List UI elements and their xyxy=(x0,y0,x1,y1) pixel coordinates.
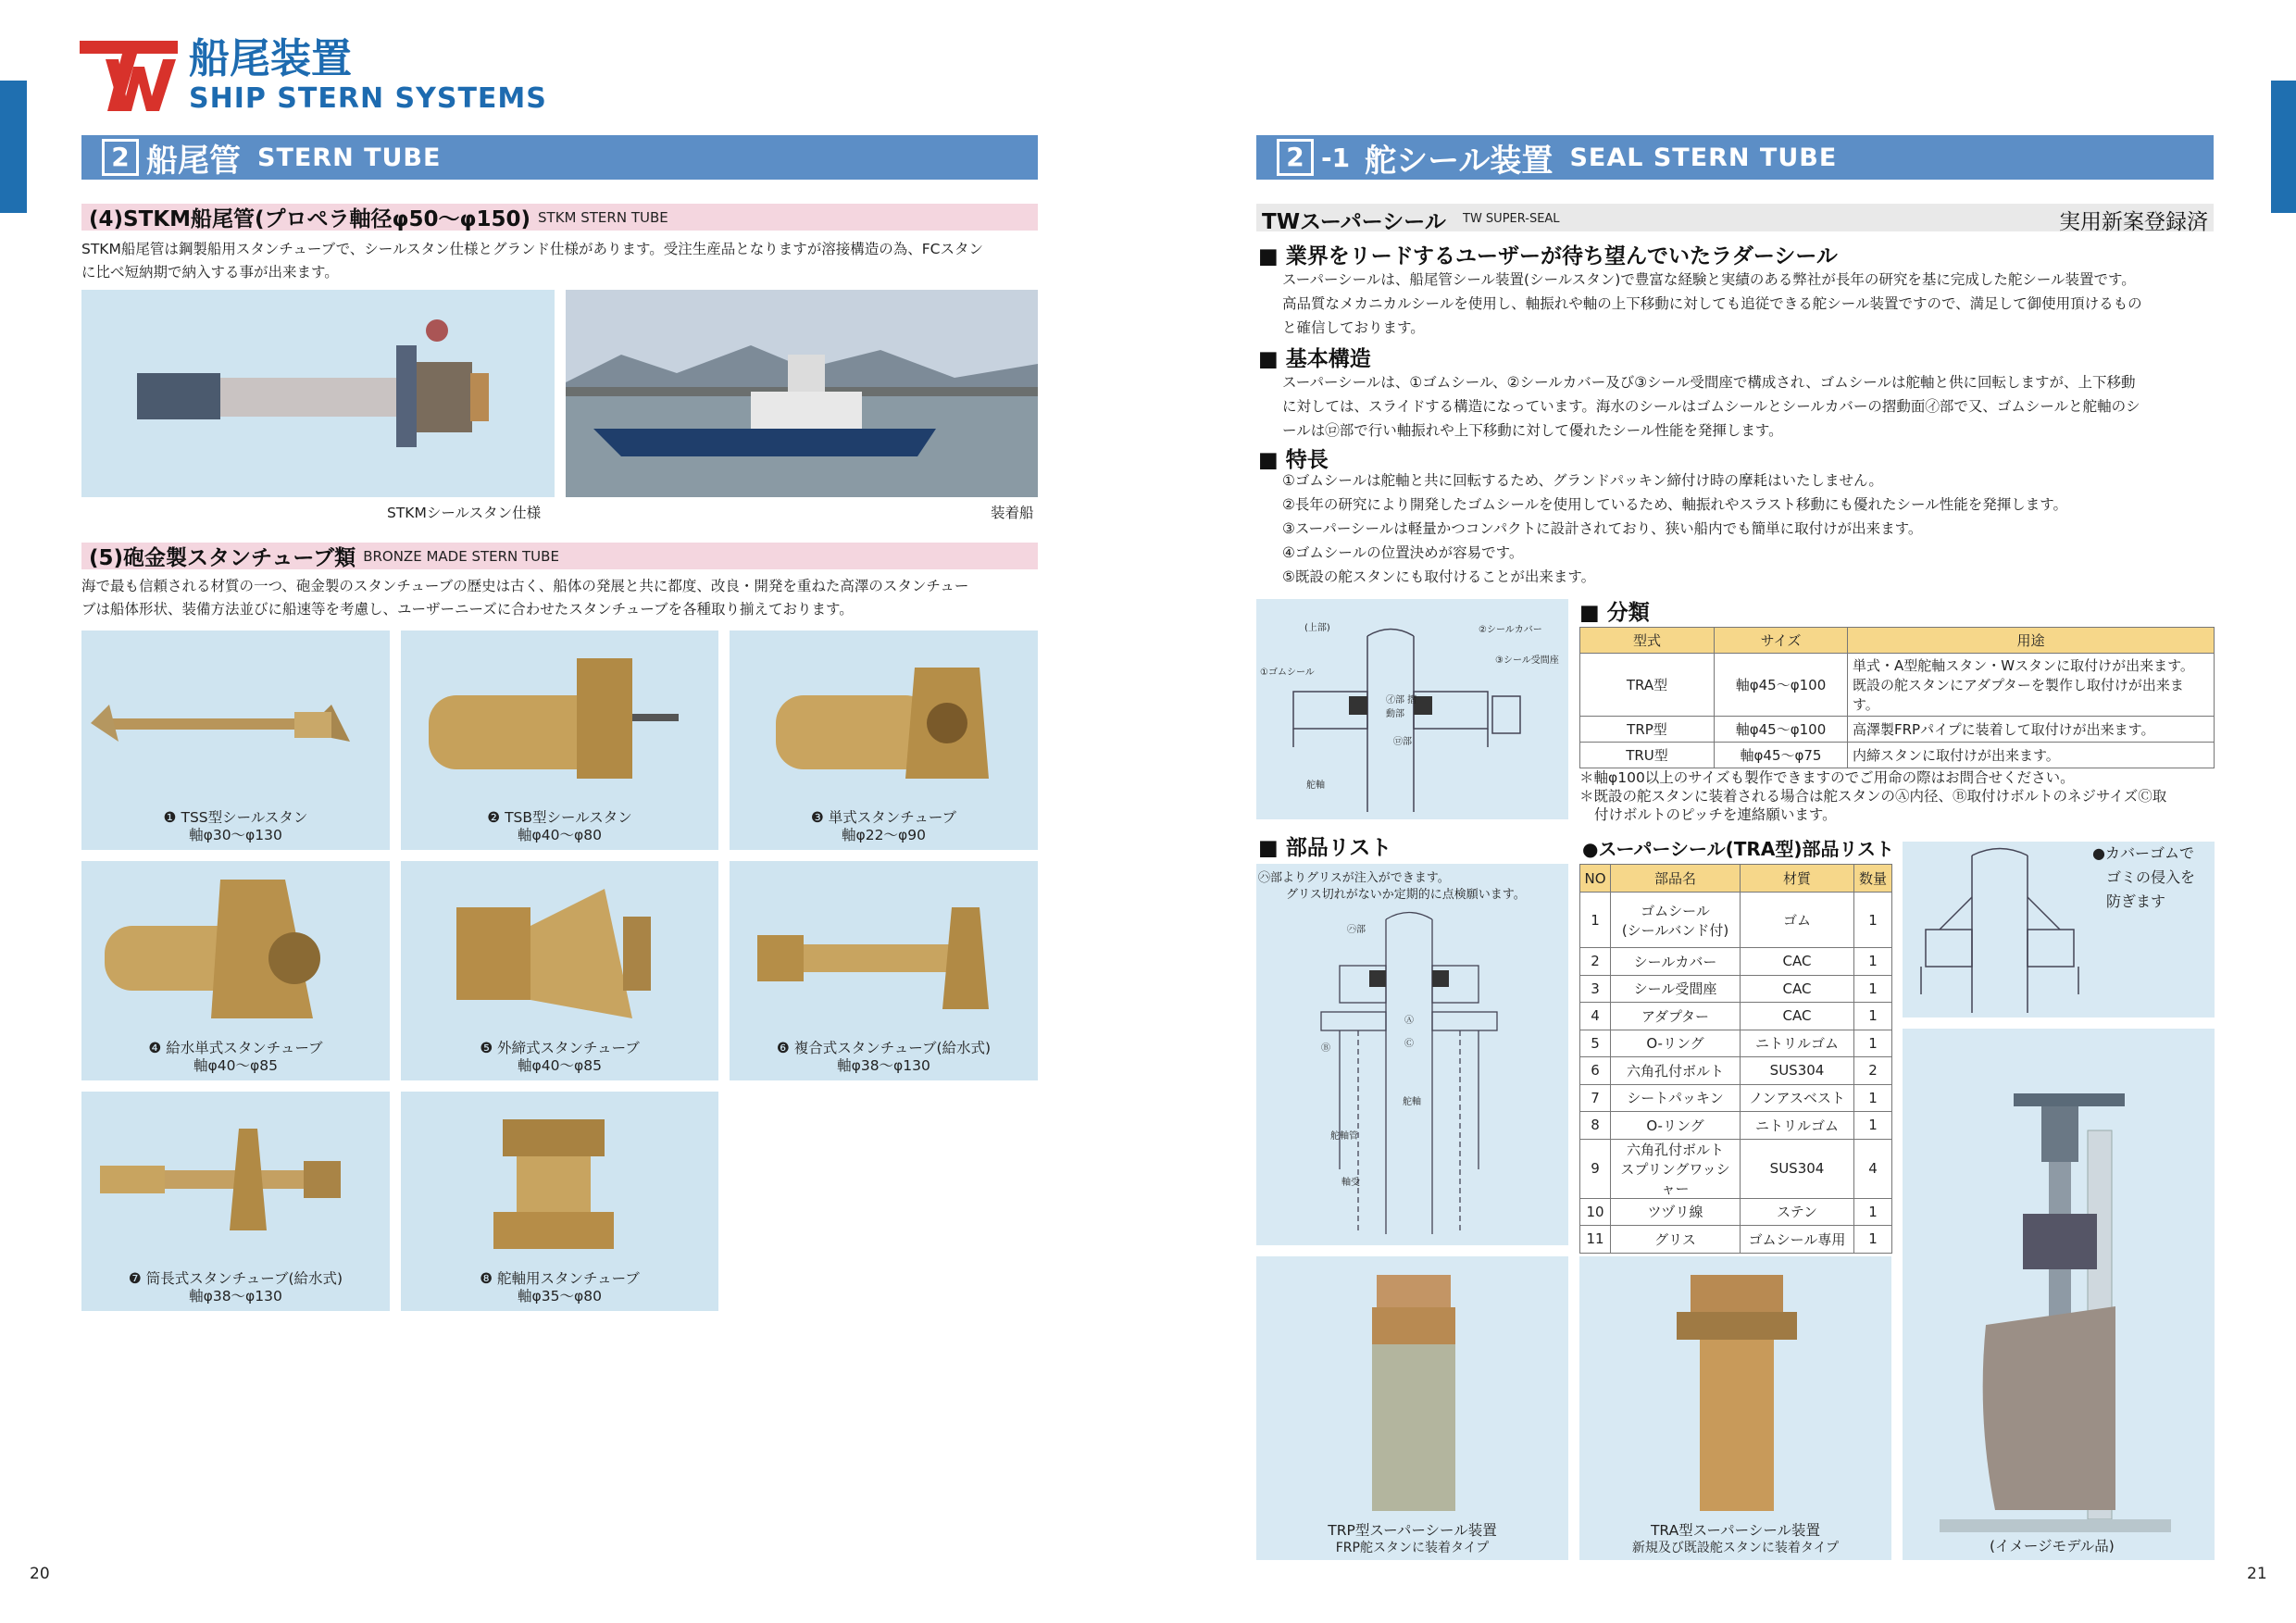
trp-caption-2: FRP舵スタンに装着タイプ xyxy=(1335,1541,1490,1555)
part-qty: 1 xyxy=(1854,893,1892,948)
product-6-size: 軸φ38〜φ130 xyxy=(837,1057,930,1074)
section-title-en: STERN TUBE xyxy=(257,143,442,172)
parts-diagram-label-sleeve: 軸受 xyxy=(1341,1178,1360,1188)
product-1-num: ❶ xyxy=(163,809,177,826)
part-name: O-リング xyxy=(1611,1112,1741,1140)
part-name-2: (シールバンド付) xyxy=(1621,921,1729,939)
part-qty: 2 xyxy=(1854,1057,1892,1085)
section-number: 2 xyxy=(102,139,139,176)
product-2-name: TSB型シールスタン xyxy=(505,809,632,826)
diagram1-label-ro: ㋺部 xyxy=(1393,737,1412,747)
table-row xyxy=(1580,1139,1892,1198)
tra-caption-2: 新規及び既設舵スタンに装着タイプ xyxy=(1631,1541,1840,1555)
product-1-name: TSS型シールスタン xyxy=(181,809,308,826)
header-title-en: SHIP STERN SYSTEMS xyxy=(189,82,547,115)
parts-list-title: ●スーパーシール(TRA型)部品リスト xyxy=(1582,838,1895,860)
bronze-heading-en: BRONZE MADE STERN TUBE xyxy=(363,547,559,565)
part-material: ステン xyxy=(1741,1198,1854,1226)
part-name: O-リング xyxy=(1611,1030,1741,1057)
product-photo-2 xyxy=(401,630,718,850)
feature-1: ①ゴムシールは舵軸と共に回転するため、グランドパッキン締付け時の摩耗はいたしません。 xyxy=(1282,472,1883,489)
part-material: ノンアスベスト xyxy=(1741,1084,1854,1112)
tw-heading-en: TW SUPER-SEAL xyxy=(1463,212,1560,226)
header-title-jp: 船尾装置 xyxy=(189,35,352,82)
tw-badge: 実用新案登録済 xyxy=(2059,210,2208,234)
classification-note-1: ＊軸φ100以上のサイズも製作できますのでご用命の際はお問合せください。 xyxy=(1579,769,2075,786)
part-name: シール受間座 xyxy=(1611,975,1741,1003)
product-2-size: 軸φ40〜φ80 xyxy=(518,827,602,843)
table-row xyxy=(1580,1112,1892,1140)
product-4-name: 給水単式スタンチューブ xyxy=(166,1040,323,1056)
part-name: アダプター xyxy=(1611,1003,1741,1030)
part-no: 9 xyxy=(1580,1139,1611,1198)
parts-diagram-label-tube: 舵軸管 xyxy=(1330,1131,1358,1142)
table-row xyxy=(1580,1198,1892,1226)
right-section-title-jp: 舵シール装置 xyxy=(1365,142,1554,180)
tw-p1c: と確信しております。 xyxy=(1282,319,1425,336)
part-no: 8 xyxy=(1580,1112,1611,1140)
part-material: CAC xyxy=(1741,1003,1854,1030)
diagram1-label-sliding: ㋑部 摺動部 xyxy=(1386,695,1417,719)
bronze-body-1: 海で最も信頼される材質の一つ、砲金製のスタンチューブの歴史は古く、船体の発展と共に都度、改良・開発を重ねた高澤のスタンチュー xyxy=(81,578,969,594)
tw-heading-jp: TWスーパーシール xyxy=(1262,210,1446,234)
bronze-body-2: ブは船体形状、装備方法並びに船速等を考慮し、ユーザーニーズに合わせたスタンチューブを各種取り揃えております。 xyxy=(81,601,854,618)
part-material: CAC xyxy=(1741,975,1854,1003)
class-use-2: 既設の舵スタンにアダプターを製作し取付けが出来ます。 xyxy=(1853,677,2184,713)
table-row xyxy=(1580,975,1892,1003)
class-row-tra xyxy=(1580,654,2215,717)
tw-p1b: 高品質なメカニカルシールを使用し、軸振れや軸の上下移動に対しても追従できる舵シール装置ですので、満足して御使用頂けるもの xyxy=(1282,295,2142,312)
feature-3: ③スーパーシールは軽量かつコンパクトに設計されており、狭い船内でも簡単に取付けが出来ます。 xyxy=(1282,520,1923,537)
left-edge-tab xyxy=(0,81,27,213)
part-name: 六角孔付ボルト xyxy=(1611,1057,1741,1085)
parts-note-1: ㋩部よりグリスが注入ができます。 xyxy=(1258,871,1450,885)
parts-diagram-label-a: Ⓐ xyxy=(1404,1016,1414,1026)
product-2-num: ❷ xyxy=(487,809,501,826)
parts-title: ■ 部品リスト xyxy=(1258,836,1392,860)
tra-caption-1: TRA型スーパーシール装置 xyxy=(1650,1522,1821,1539)
part-name-2: スプリングワッシャー xyxy=(1620,1160,1730,1197)
product-photo-6 xyxy=(730,861,1038,1080)
class-type: TRA型 xyxy=(1580,654,1715,717)
stkm-body-1: STKM船尾管は鋼製船用スタンチューブで、シールスタン仕様とグランド仕様があります。受注生産品となりますが溶接構造の為、FCスタン xyxy=(81,241,983,257)
part-material: CAC xyxy=(1741,948,1854,976)
diagram1-label-top: (上部) xyxy=(1304,623,1330,633)
class-use-1: 高澤製FRPパイプに装着して取付けが出来ます。 xyxy=(1848,717,2215,743)
model-photo xyxy=(1903,1029,2215,1560)
parts-diagram-label-c: Ⓒ xyxy=(1404,1039,1414,1049)
table-row xyxy=(1580,1084,1892,1112)
right-edge-tab xyxy=(2271,81,2296,213)
part-qty: 1 xyxy=(1854,1030,1892,1057)
classification-note-3: 付けボルトのピッチを連絡願います。 xyxy=(1594,806,1837,823)
stkm-photo xyxy=(81,290,555,497)
ship-photo-caption: 装着船 xyxy=(991,505,1034,521)
bronze-heading-jp: (5)砲金製スタンチューブ類 xyxy=(89,546,356,570)
diagram1-label-seal-cover: ②シールカバー xyxy=(1479,625,1542,635)
class-header-use: 用途 xyxy=(1848,628,2215,654)
tw-h2: ■ 基本構造 xyxy=(1258,347,1371,371)
bronze-heading xyxy=(81,543,1038,569)
trp-caption-1: TRP型スーパーシール装置 xyxy=(1328,1522,1497,1539)
part-qty: 1 xyxy=(1854,975,1892,1003)
class-header-size: サイズ xyxy=(1715,628,1848,654)
part-material: ゴムシール専用 xyxy=(1741,1226,1854,1254)
part-qty: 1 xyxy=(1854,1084,1892,1112)
product-photo-3 xyxy=(730,630,1038,850)
product-4-size: 軸φ40〜φ85 xyxy=(193,1057,278,1074)
product-photo-8 xyxy=(401,1092,718,1311)
product-photo-5 xyxy=(401,861,718,1080)
class-row-tru xyxy=(1580,743,2215,768)
tw-p2b: に対しては、スライドする構造になっています。海水のシールはゴムシールとシールカバーの摺動面㋑部で又、ゴムシールと舵軸のシ xyxy=(1282,398,2140,415)
cover-note-1: ●カバーゴムで xyxy=(2092,844,2194,862)
product-photo-7 xyxy=(81,1092,390,1311)
ship-photo xyxy=(566,290,1038,497)
right-section-number: 2 xyxy=(1277,139,1314,176)
product-1-size: 軸φ30〜φ130 xyxy=(189,827,282,843)
cover-rubber-diagram xyxy=(1903,842,2215,1017)
stkm-heading xyxy=(81,204,1038,231)
class-size: 軸φ45〜φ75 xyxy=(1715,743,1848,768)
part-no: 1 xyxy=(1580,893,1611,948)
tra-photo xyxy=(1579,1256,1891,1560)
parts-diagram-label-b: Ⓑ xyxy=(1321,1043,1330,1054)
class-type: TRP型 xyxy=(1580,717,1715,743)
right-section-header xyxy=(1256,135,2214,180)
product-photo-4 xyxy=(81,861,390,1080)
product-7-num: ❼ xyxy=(128,1270,142,1287)
part-name: グリス xyxy=(1611,1226,1741,1254)
part-material: ゴム xyxy=(1741,893,1854,948)
class-size: 軸φ45〜φ100 xyxy=(1715,717,1848,743)
product-5-size: 軸φ40〜φ85 xyxy=(518,1057,602,1074)
stkm-body-2: に比べ短納期で納入する事が出来ます。 xyxy=(81,264,339,281)
product-3-name: 単式スタンチューブ xyxy=(828,809,957,826)
part-no: 5 xyxy=(1580,1030,1611,1057)
product-3-size: 軸φ22〜φ90 xyxy=(842,827,926,843)
parts-diagram-label-shaft: 舵軸 xyxy=(1403,1097,1421,1107)
feature-5: ⑤既設の舵スタンにも取付けることが出来ます。 xyxy=(1282,568,1596,585)
feature-4: ④ゴムシールの位置決めが容易です。 xyxy=(1282,544,1524,561)
product-8-name: 舵軸用スタンチューブ xyxy=(497,1270,640,1287)
part-no: 2 xyxy=(1580,948,1611,976)
part-name: ゴムシール xyxy=(1641,902,1710,919)
classification-note-2: ＊既設の舵スタンに装着される場合は舵スタンのⒶ内径、Ⓑ取付けボルトのネジサイズⒸ取 xyxy=(1579,788,2167,805)
part-name: 六角孔付ボルト xyxy=(1626,1141,1724,1158)
part-no: 10 xyxy=(1580,1198,1611,1226)
diagram1-label-shaft: 舵軸 xyxy=(1306,780,1325,791)
table-row xyxy=(1580,948,1892,976)
product-5-name: 外締式スタンチューブ xyxy=(497,1040,640,1056)
product-8-num: ❽ xyxy=(480,1270,493,1287)
parts-header-name: 部品名 xyxy=(1611,865,1741,893)
page-number-right: 21 xyxy=(2247,1565,2267,1583)
seal-structure-diagram xyxy=(1256,599,1568,819)
part-material: SUS304 xyxy=(1741,1057,1854,1085)
part-qty: 1 xyxy=(1854,1112,1892,1140)
tw-p2a: スーパーシールは、①ゴムシール、②シールカバー及び③シール受間座で構成され、ゴムシールは舵軸と供に回転しますが、上下移動 xyxy=(1282,374,2136,391)
ship-illustration xyxy=(566,290,1038,497)
part-qty: 1 xyxy=(1854,1003,1892,1030)
stkm-photo-caption: STKMシールスタン仕様 xyxy=(387,505,542,521)
table-row xyxy=(1580,1057,1892,1085)
class-row-trp xyxy=(1580,717,2215,743)
product-5-num: ❺ xyxy=(480,1040,493,1056)
table-row xyxy=(1580,893,1892,948)
right-section-suffix: -1 xyxy=(1321,142,1351,173)
page-number-left: 20 xyxy=(30,1565,50,1583)
diagram1-label-rubber-seal: ①ゴムシール xyxy=(1260,668,1315,678)
tw-h3: ■ 特長 xyxy=(1258,448,1329,472)
class-type: TRU型 xyxy=(1580,743,1715,768)
product-7-name: 筒長式スタンチューブ(給水式) xyxy=(145,1270,343,1287)
part-no: 11 xyxy=(1580,1226,1611,1254)
classification-title: ■ 分類 xyxy=(1579,601,1650,625)
part-no: 6 xyxy=(1580,1057,1611,1085)
product-7-size: 軸φ38〜φ130 xyxy=(189,1288,282,1305)
classification-table xyxy=(1579,627,2215,768)
product-photo-1 xyxy=(81,630,390,850)
parts-diagram xyxy=(1256,864,1568,1245)
tw-p2c: ールは㋺部で行い軸振れや上下移動に対して優れたシール性能を発揮します。 xyxy=(1282,422,1783,439)
part-material: SUS304 xyxy=(1741,1139,1854,1198)
stkm-heading-jp: (4)STKM船尾管(プロペラ軸径φ50〜φ150) xyxy=(89,207,531,231)
part-qty: 1 xyxy=(1854,1198,1892,1226)
parts-header-no: NO xyxy=(1580,865,1611,893)
diagram1-label-seal-seat: ③シール受間座 xyxy=(1495,655,1559,666)
part-material: ニトリルゴム xyxy=(1741,1112,1854,1140)
product-6-name: 複合式スタンチューブ(給水式) xyxy=(793,1040,992,1056)
right-section-title-en: SEAL STERN TUBE xyxy=(1569,143,1838,172)
parts-note-2: グリス切れがないか定期的に点検願います。 xyxy=(1286,888,1526,902)
parts-diagram-label-ha: ㋩部 xyxy=(1347,925,1366,935)
part-qty: 4 xyxy=(1854,1139,1892,1198)
part-name: シートパッキン xyxy=(1611,1084,1741,1112)
parts-header-qty: 数量 xyxy=(1854,865,1892,893)
section-title-jp: 船尾管 xyxy=(146,142,241,180)
cover-note-2: ゴミの侵入を xyxy=(2106,868,2196,886)
part-no: 4 xyxy=(1580,1003,1611,1030)
table-row xyxy=(1580,1003,1892,1030)
class-size: 軸φ45〜φ100 xyxy=(1715,654,1848,717)
stkm-heading-en: STKM STERN TUBE xyxy=(538,208,668,226)
product-3-num: ❸ xyxy=(810,809,824,826)
part-no: 3 xyxy=(1580,975,1611,1003)
table-row xyxy=(1580,1226,1892,1254)
table-row xyxy=(1580,1030,1892,1057)
part-material: ニトリルゴム xyxy=(1741,1030,1854,1057)
tw-p1a: スーパーシールは、船尾管シール装置(シールスタン)で豊富な経験と実績のある弊社が長年の研究を基に完成した舵シール装置です。 xyxy=(1282,271,2136,288)
part-name: ツヅリ線 xyxy=(1611,1198,1741,1226)
part-name: シールカバー xyxy=(1611,948,1741,976)
parts-table xyxy=(1579,864,1892,1254)
class-use-1: 単式・A型舵軸スタン・Wスタンに取付けが出来ます。 xyxy=(1853,657,2194,674)
feature-2: ②長年の研究により開発したゴムシールを使用しているため、軸振れやスラスト移動にも優れたシール性能を発揮します。 xyxy=(1282,496,2067,513)
cover-note-3: 防ぎます xyxy=(2106,893,2166,910)
part-qty: 1 xyxy=(1854,1226,1892,1254)
product-4-num: ❹ xyxy=(148,1040,162,1056)
product-6-num: ❻ xyxy=(776,1040,790,1056)
model-caption: (イメージモデル品) xyxy=(1990,1538,2115,1554)
part-qty: 1 xyxy=(1854,948,1892,976)
parts-header-material: 材質 xyxy=(1741,865,1854,893)
part-no: 7 xyxy=(1580,1084,1611,1112)
product-8-size: 軸φ35〜φ80 xyxy=(518,1288,602,1305)
stkm-tube-illustration xyxy=(81,290,555,497)
class-header-type: 型式 xyxy=(1580,628,1715,654)
tw-h1: ■ 業界をリードするユーザーが待ち望んでいたラダーシール xyxy=(1258,244,1838,268)
class-use-1: 内締スタンに取付けが出来ます。 xyxy=(1848,743,2215,768)
trp-photo xyxy=(1256,1256,1568,1560)
tw-logo xyxy=(80,41,178,111)
left-section-header xyxy=(81,135,1038,180)
tw-heading xyxy=(1256,204,2214,234)
